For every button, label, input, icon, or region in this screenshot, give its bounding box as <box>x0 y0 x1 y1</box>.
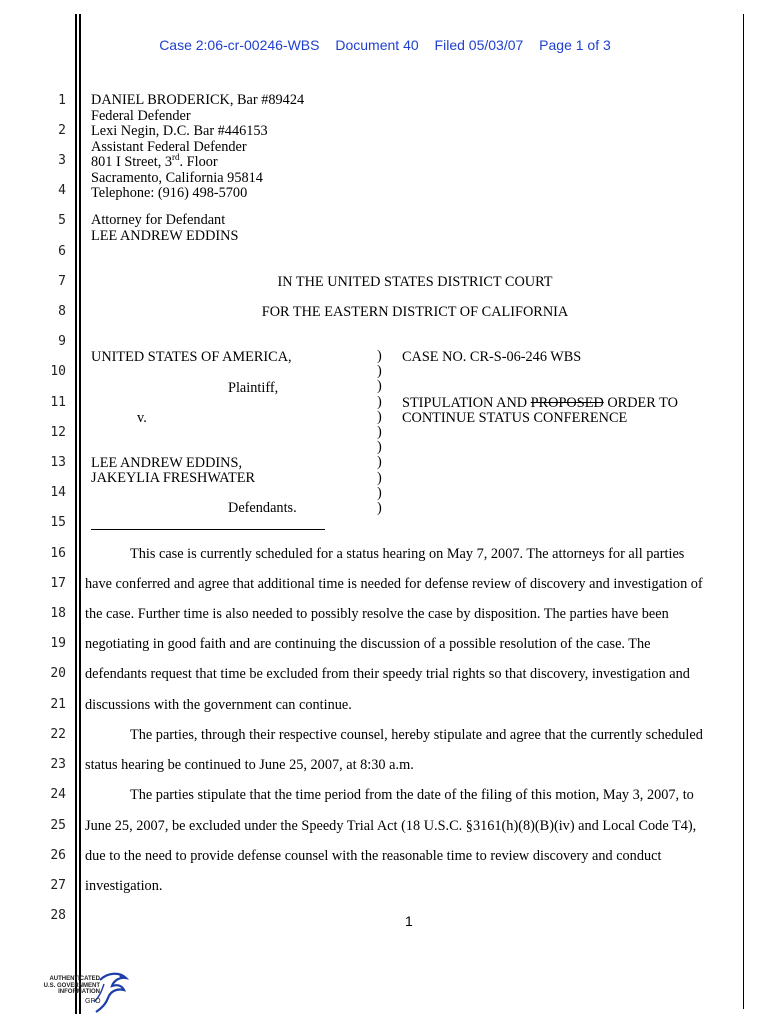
seal-line-3: INFORMATION <box>58 989 100 995</box>
line-number: 2 <box>58 123 66 138</box>
line-number: 6 <box>58 244 66 259</box>
line-number: 21 <box>50 697 66 712</box>
telephone: Telephone: (916) 498-5700 <box>91 185 248 201</box>
document-title-line2: CONTINUE STATUS CONFERENCE <box>402 410 628 426</box>
counsel-title: Federal Defender <box>91 107 191 124</box>
line-number: 18 <box>50 606 66 621</box>
body-line: have conferred and agree that additional time is needed for defense review of discovery and investigation of <box>85 576 703 592</box>
court-district: FOR THE EASTERN DISTRICT OF CALIFORNIA <box>261 304 569 320</box>
defendant-name-1: LEE ANDREW EDDINS, <box>91 455 243 471</box>
body-line: discussions with the government can continue. <box>85 697 352 713</box>
body-line: negotiating in good faith and are continuing the discussion of a possible resolution of the case. The <box>85 636 651 652</box>
defendant-name-2: JAKEYLIA FRESHWATER <box>91 470 256 486</box>
body-line: The parties stipulate that the time period from the date of the filing of this motion, May 3, 2007, to <box>130 787 694 803</box>
body-line: investigation. <box>85 878 163 894</box>
line-number: 25 <box>50 818 66 833</box>
court-title: IN THE UNITED STATES DISTRICT COURT <box>277 274 553 290</box>
body-line: defendants request that time be excluded from their speedy trial rights so that discovery, investigation and <box>85 666 690 682</box>
body-line: due to the need to provide defense counsel with the reasonable time to review discovery and conduct <box>85 848 662 864</box>
right-margin-rule <box>743 14 744 1009</box>
assistant-title: Assistant Federal Defender <box>91 138 247 155</box>
attorney-for-label: Attorney for Defendant <box>91 212 226 228</box>
caption-underline <box>91 529 325 530</box>
caption-parens: ) ) ) ) ) ) ) ) ) ) ) <box>377 348 382 517</box>
versus: v. <box>137 410 147 426</box>
line-number: 9 <box>58 334 66 349</box>
line-number: 4 <box>58 183 66 198</box>
line-number: 16 <box>50 546 66 561</box>
line-number: 20 <box>50 666 66 681</box>
defendant-role: Defendants. <box>228 500 297 516</box>
line-number: 10 <box>50 364 66 379</box>
line-number: 15 <box>50 515 66 530</box>
page-number: 1 <box>405 913 413 929</box>
left-margin-rule <box>75 14 77 1014</box>
left-margin-rule-inner <box>79 14 81 1014</box>
line-number: 17 <box>50 576 66 591</box>
defendant-represented: LEE ANDREW EDDINS <box>91 227 239 244</box>
line-number: 27 <box>50 878 66 893</box>
line-number: 26 <box>50 848 66 863</box>
line-number: 28 <box>50 908 66 923</box>
line-number: 5 <box>58 213 66 228</box>
case-number: Case 2:06-cr-00246-WBS <box>159 37 320 53</box>
case-number-caption: CASE NO. CR-S-06-246 WBS <box>402 349 582 365</box>
filing-header <box>0 37 770 53</box>
attorney-for-block <box>91 213 238 244</box>
page-count: Page 1 of 3 <box>539 37 611 53</box>
seal-gpo: GPO <box>85 998 101 1005</box>
document-title-line1: STIPULATION AND PROPOSED ORDER TO <box>402 395 678 411</box>
body-line: June 25, 2007, be excluded under the Speedy Trial Act (18 U.S.C. §3161(h)(8)(B)(iv) and Local Code T4), <box>85 818 697 834</box>
document-number: Document 40 <box>335 37 419 53</box>
line-number: 13 <box>50 455 66 470</box>
city-address: Sacramento, California 95814 <box>91 169 263 186</box>
filed-date: Filed 05/03/07 <box>434 37 524 53</box>
line-number: 11 <box>50 395 66 410</box>
counsel-name: DANIEL BRODERICK, Bar #89424 <box>91 92 305 108</box>
struck-word: PROPOSED <box>530 395 604 411</box>
line-number: 24 <box>50 787 66 802</box>
line-number: 8 <box>58 304 66 319</box>
plaintiff-name: UNITED STATES OF AMERICA, <box>91 349 292 365</box>
line-number: 12 <box>50 425 66 440</box>
assistant-name: Lexi Negin, D.C. Bar #446153 <box>91 123 268 139</box>
street-address: 801 I Street, 3rd. Floor <box>91 152 218 170</box>
body-line: This case is currently scheduled for a status hearing on May 7, 2007. The attorneys for all parties <box>130 546 685 562</box>
line-number: 7 <box>58 274 66 289</box>
line-number: 23 <box>50 757 66 772</box>
gpo-seal <box>42 968 132 1016</box>
counsel-block <box>91 93 304 202</box>
seal-line-1: AUTHENTICATED <box>49 976 100 982</box>
line-number: 22 <box>50 727 66 742</box>
body-line: status hearing be continued to June 25, 2007, at 8:30 a.m. <box>85 757 414 773</box>
seal-line-2: U.S. GOVERNMENT <box>43 982 100 989</box>
line-number: 3 <box>58 153 66 168</box>
line-number: 19 <box>50 636 66 651</box>
body-line: the case. Further time is also needed to possibly resolve the case by disposition. The parties have been <box>85 606 669 622</box>
line-number: 14 <box>50 485 66 500</box>
line-number: 1 <box>58 93 66 108</box>
body-line: The parties, through their respective counsel, hereby stipulate and agree that the currently scheduled <box>130 727 703 743</box>
plaintiff-role: Plaintiff, <box>228 380 279 396</box>
